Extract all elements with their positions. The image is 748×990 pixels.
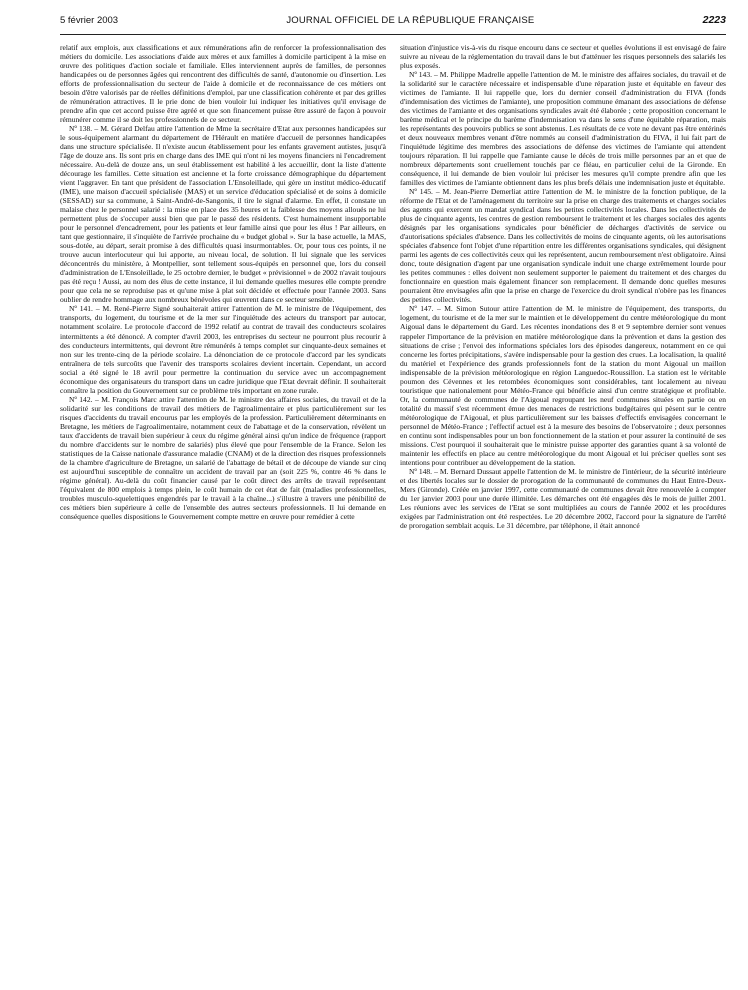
header-date: 5 février 2003: [60, 15, 119, 26]
page-number: 2223: [702, 14, 726, 26]
question-141: Nº 141. – M. René-Pierre Signé souhaiterait attirer l'attention de M. le ministre de l'équipement, des transports, du logement, du tourisme et de la mer sur l'inquiétude des acteurs du transport par autocar, notamment scolaire. Le protocole d'accord de 1992 relatif au contrat de travail des conducteurs scolaires intermittents a été dénoncé. A compter d'avril 2003, les entreprises du secteur ne pourront plus recourir à des conducteurs intermittents, qui devront être rémunérés à temps complet sur cinquante-deux semaines et non sur les trente-cinq de la période scolaire. La dénonciation de ce protocole d'accord par les syndicats entraînera de tels surcoûts que l'avenir des transports scolaires devient incertain. Cependant, un accord social a été signé le 18 avril pour permettre la continuation du service avec un accompagnement économique des organisateurs du transport dans un cadre juridique que l'Etat devrait définir. Il souhaiterait connaître la position du Gouvernement sur ce problème très important en zone rurale.: [60, 304, 386, 395]
paragraph: situation d'injustice vis-à-vis du risque encouru dans ce secteur et quelles évolutions il est envisagé de faire suivre au niveau de la réglementation du travail dans le but d'atténuer les risques personnels des salariés les plus exposés.: [400, 43, 726, 71]
question-145: Nº 145. – M. Jean-Pierre Demerliat attire l'attention de M. le ministre de la fonction publique, de la réforme de l'Etat et de l'aménagement du territoire sur la prise en charge des traitements et charges sociales des agents qui exercent un mandat syndical dans les petites collectivités locales. Dans les collectivités de plus de cinquante agents, les centres de gestion remboursent le traitement et les charges sociales des agents désignés par les organisations syndicales pour bénéficier de décharges d'activités de service ou d'autorisations spéciales d'absence. Dans les collectivités de moins de cinquante agents, où les autorisations spéciales d'absence font l'objet d'une répartition entre les différentes organisations syndicales, qui désignent parmi les agents de ces collectivités ceux qui les représentent, aucun remboursement n'est obligatoire. Ainsi donc, toute désignation d'agent par une organisation syndicale induit une charge extrêmement lourde pour les petites communes : elles doivent non seulement supporter le paiement du traitement et des charges du fonctionnaire en question mais également financer son remplacement. Il demande donc quelles mesures pourraient être envisagées afin que la prise en charge de l'exercice du droit syndical n'obère pas les finances des petites collectivités.: [400, 187, 726, 305]
question-147: Nº 147. – M. Simon Sutour attire l'attention de M. le ministre de l'équipement, des transports, du logement, du tourisme et de la mer sur le maintien et le développement du centre météorologique du mont Aigoual dans le département du Gard. Les récentes inondations des 8 et 9 septembre dernier sont venues rappeler l'importance de la prévision en matière météorologique dans la prévention et dans la gestion des situations de crise ; l'envoi des informations spéciales lors des épisodes dangereux, notamment en ce qui concerne les fortes précipitations, s'avère indispensable pour la gestion des crues. La localisation, la qualité du matériel et l'expérience des grands professionnels font de la station du mont Aigoual un maillon indispensable de la prévision météorologique en région Languedoc-Roussillon. La station est le véritable poumon des Cévennes et les retombées économiques sont considérables, tant localement au niveau touristique que nationalement pour Météo-France qui bénéficie ainsi d'un centre stratégique et profitable. Or, la communauté de communes de l'Aigoual regroupant les neuf communes situées en partie ou en totalité du massif s'est récemment émue des menaces de restrictions budgétaires qui pèsent sur le centre météorologique de l'Aigoual, et plus particulièrement sur les baisses d'effectifs envisagées concernant le personnel de Météo-France ; l'effectif actuel est à la mesure des besoins de l'observatoire ; deux personnes en continu sont indispensables pour un bon fonctionnement de la station et pour assurer la continuité de ses missions. C'est pourquoi il souhaiterait que le ministre puisse apporter des garanties quant à sa volonté de maintenir les effectifs en place au centre météorologique du mont Aigoual et lui préciser quelles sont ses intentions pour contribuer au développement de la station.: [400, 304, 726, 467]
paragraph: relatif aux emplois, aux classifications et aux rémunérations afin de renforcer la professionnalisation des métiers du domicile. Les associations d'aide aux mères et aux familles à domicile participent à la mise en œuvre des politiques d'action sociale et familiale. Elles interviennent auprès de familles, de personnes handicapées ou de personnes âgées qui rencontrent des difficultés de santé, d'autonomie ou d'insertion. Les efforts de professionnalisation du secteur de l'aide à domicile et de reconnaissance de ces métiers ont besoin d'être valorisés par de réelles définitions d'emploi, par une classification cohérente et par des grilles de rémunération attractives. Il le prie donc de bien vouloir lui indiquer les initiatives qu'il envisage de prendre afin que cet accord puisse être agréé et que son financement puisse être assuré de façon à pouvoir rémunérer comme il se doit les professionnels de ce secteur.: [60, 43, 386, 125]
question-142: Nº 142. – M. François Marc attire l'attention de M. le ministre des affaires sociales, du travail et de la solidarité sur les conditions de travail des métiers de l'agroalimentaire et plus particulièrement sur les risques d'accidents du travail encourus par les employés de la profession. Particulièrement déterminants en Bretagne, les métiers de l'agroalimentaire, notamment ceux de l'abattage et de la conservation, révèlent un taux d'accidents de travail bien supérieur à ceux du régime général ainsi qu'un indice de fréquence (rapport du nombre d'accidents sur le nombre de salariés) plus élevé que pour l'ensemble de la France. Selon les statistiques de la Caisse nationale d'assurance maladie (CNAM) et de la direction des risques professionnels de la chambre d'agriculture de Bretagne, un salarié de l'abattage de bétail et de découpe de viande sur cinq est aujourd'hui susceptible de connaître un accident de travail par an (soit 225 %, contre 46 % dans le régime général). Au-delà du coût financier causé par le coût direct des arrêts de travail représentant l'équivalent de 800 emplois à temps plein, le coût humain de cet état de fait (maladies professionnelles, troubles musculo-squelettiques engendrés par le travail à la chaîne...) s'illustre à travers une pénibilité de ces métiers bien supérieure à celle de l'ensemble des autres secteurs professionnels. Il lui demande en conséquence quelles dispositions le Gouvernement compte mettre en œuvre pour remédier à cette: [60, 394, 386, 521]
left-column: [60, 43, 386, 530]
right-column: [400, 43, 726, 530]
page-header: [60, 14, 726, 32]
question-138: Nº 138. – M. Gérard Delfau attire l'attention de Mme la secrétaire d'Etat aux personnes handicapées sur le sous-équipement alarmant du département de l'Hérault en matière d'accueil de personnes handicapées dans une structure spécialisée. Il n'existe aucun établissement pour les enfants gravement autistes, jusqu'à l'âge de douze ans. Ils sont pris en charge dans des IME qui n'ont ni les moyens financiers ni l'encadrement nécessaire. Au-delà de douze ans, un seul établissement est habilité à les accueillir, dont la liste d'attente décourage les familles. Cette situation est ancienne et la forte croissance démographique du département vient l'aggraver. En tant que président de l'association L'Ensoleillade, qui gère un institut médico-éducatif (IME), une maison d'accueil spécialisée (MAS) et un service d'éducation spécialisé et de soins à domicile (SESSAD) sur sa commune, à Saint-André-de-Sangonis, il tire le signal d'alarme. En effet, il constate un malaise chez le personnel salarié : la mise en place des 35 heures et la faiblesse des moyens alloués ne lui permettent plus de s'occuper aussi bien que par le passé des résidents. C'est humainement insupportable pour le personnel d'encadrement, pour les patients et leur famille ainsi que pour les élus ! Par ailleurs, en tant que gestionnaire, il s'inquiète de l'arrivée prochaine du « budget global ». Sur la base actuelle, la MAS, sous-dotée, au départ, serait promise à des difficultés quasi insurmontables. Or, pour tous ces points, il ne trouve aucun interlocuteur qui lui apporte, au niveau local, de solution. Il lui signale que les services déconcentrés du ministère, à Montpellier, sont tellement sous-équipés en personnel que, lors du conseil d'administration de L'Ensoleillade, le 25 octobre dernier, le budget « prévisionnel » de 2002 n'avait toujours pas été reçu ! Aussi, au nom des élus de cette instance, il lui demande quelles mesures elle compte prendre pour que cela ne se reproduise pas et qu'une mise à plat soit décidée et effectuée pour l'année 2003. Sans oublier de rendre hommage aux nombreux bénévoles qui œuvrent dans ce secteur sensible.: [60, 124, 386, 305]
question-143: Nº 143. – M. Philippe Madrelle appelle l'attention de M. le ministre des affaires sociales, du travail et de la solidarité sur le caractère nécessaire et indispensable d'une réparation juste et équitable en faveur des victimes de l'amiante. Il lui rappelle que, lors du dernier conseil d'administration du FIVA (fonds d'indemnisation des victimes de l'amiante), une proposition commune émanant des associations de défense des victimes de l'amiante et des organisations syndicales avait été élaborée ; cette proposition concernant le barème médical et le principe du barème d'indemnisation va dans le sens d'une équitable réparation, mais les représentants des pouvoirs publics se sont abstenus. Les résultats de ce vote ne devant pas être entérinés et deux nouveaux membres venant d'être nommés au conseil d'administration du FIVA, il lui fait part de l'inquiétude légitime des membres des associations de défense des victimes de l'amiante qui attendent toujours réparation. Il lui rappelle que l'amiante cause le décès de trois mille personnes par an et que de nombreux départements sont cruellement touchés par ce fléau, en particulier celui de la Gironde. En conséquence, il lui demande de bien vouloir lui préciser les mesures qu'il compte prendre afin que les familles des victimes de l'amiante obtiennent dans les plus brefs délais une indemnisation juste et équitable.: [400, 70, 726, 188]
question-148: Nº 148. – M. Bernard Dussaut appelle l'attention de M. le ministre de l'intérieur, de la sécurité intérieure et des libertés locales sur le dossier de prorogation de la communauté de communes du Haut Entre-Deux-Mers (Gironde). Créée en janvier 1997, cette communauté de communes devait être renouvelée à compter du 1er janvier 2003 pour une durée illimitée. Les démarches ont été engagées dès le mois de juillet 2001. Les réunions avec les services de l'Etat se sont multipliées au cours de l'année 2002 et les procédures exigées par l'administration ont été respectées. Le 20 décembre 2002, l'accord pour la signature de l'arrêté de prorogation semblait acquis. Le 31 décembre, par téléphone, il était annoncé: [400, 466, 726, 530]
header-title: JOURNAL OFFICIEL DE LA RÉPUBLIQUE FRANÇAISE: [286, 15, 535, 26]
text-columns: [60, 43, 726, 530]
header-rule: [60, 34, 726, 35]
